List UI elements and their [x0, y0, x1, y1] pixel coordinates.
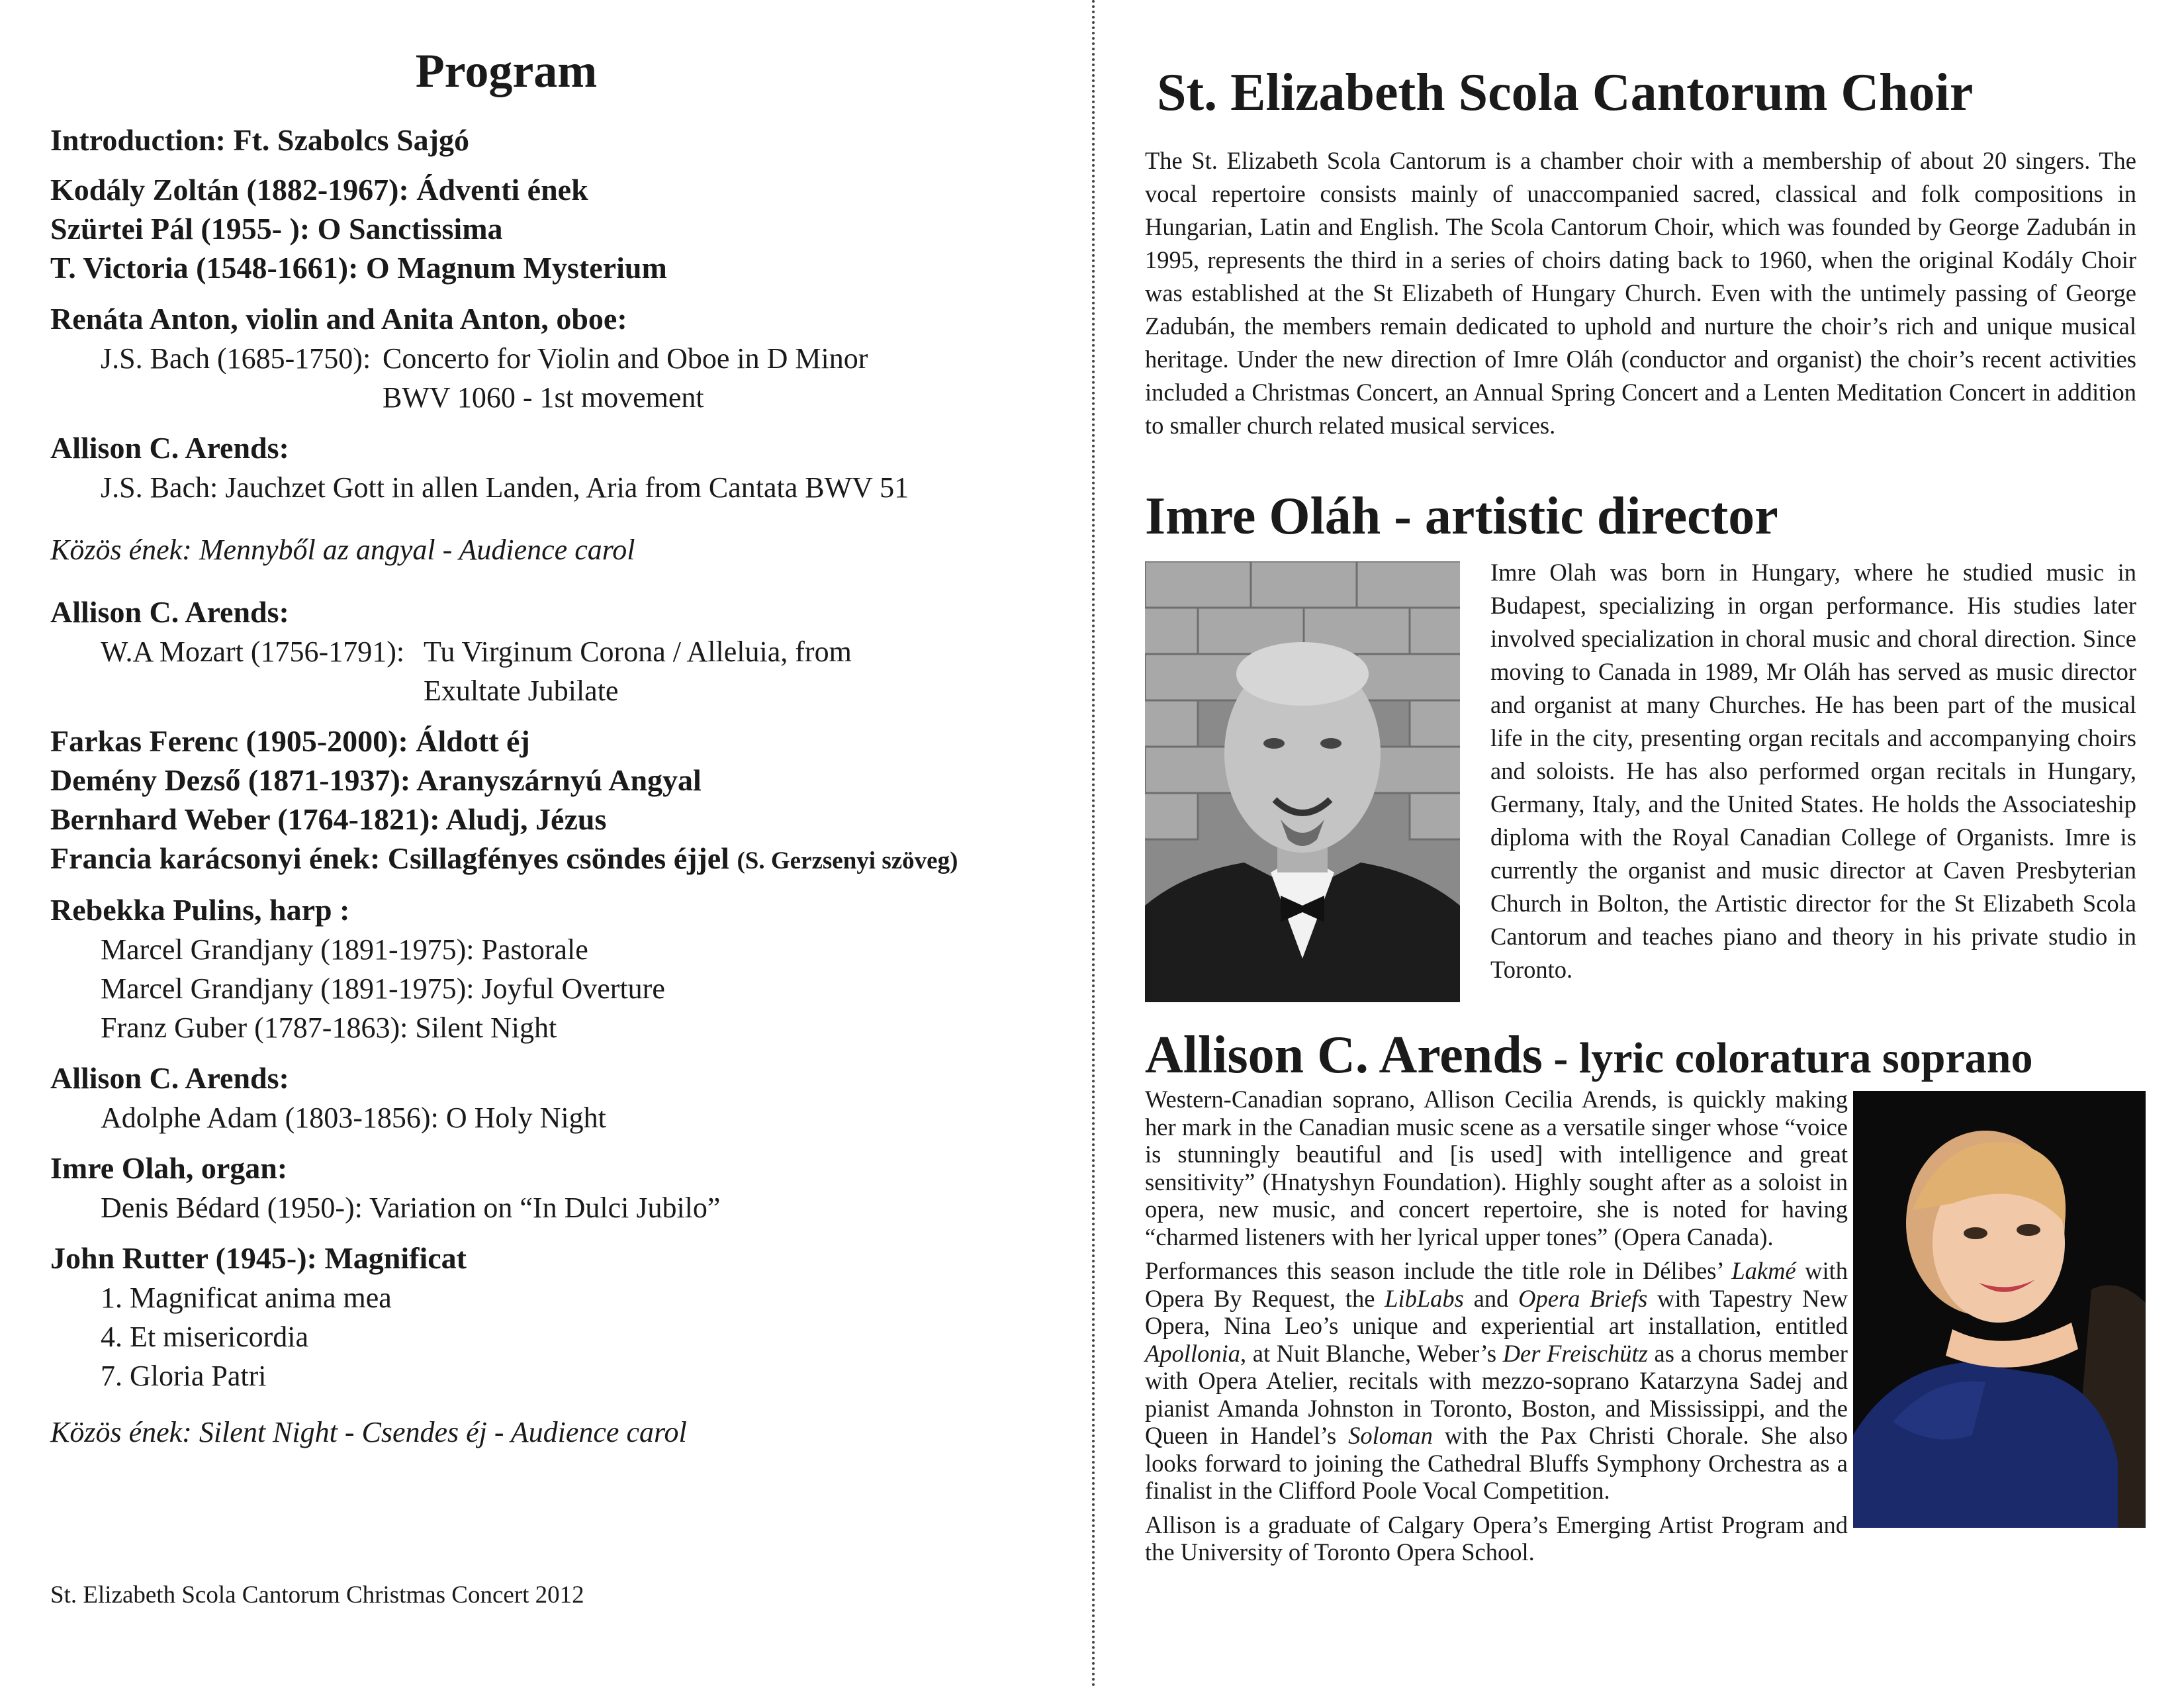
- performer-heading: Allison C. Arends:: [50, 595, 289, 629]
- director-biography: Imre Olah was born in Hungary, where he studied music in Budapest, specializing in organ performance. His studies later involved specialization in choral music and choral direction. Since moving to Canada in 1989, Mr Oláh has served as music director and organist at many Churches. He has been part of the musical life in the city, presenting organ recitals and accompanying choirs and soloists. He has also performed organ recitals in Hungary, Germany, Italy, and the United States. He holds the Associateship diploma with the Royal Canadian College of Organists. Imre is currently the organist and music director at Caven Presbyterian Church in Bolton, the Artistic director for the St Elizabeth Scola Cantorum and teaches piano and theory in his private studio in Toronto.: [1490, 559, 2136, 983]
- program-work: BWV 1060 - 1st movement: [383, 381, 704, 414]
- bio-text: , at Nuit Blanche, Weber’s: [1240, 1339, 1503, 1367]
- bio-title: Der Freischütz: [1502, 1339, 1648, 1367]
- program-work: Adolphe Adam (1803-1856): O Holy Night: [101, 1102, 606, 1134]
- performer-heading: Rebekka Pulins, harp :: [50, 893, 350, 927]
- soprano-bio-paragraph: Allison is a graduate of Calgary Opera’s Emerging Artist Program and the University of Toronto Opera School.: [1145, 1511, 1848, 1566]
- program-item: Farkas Ferenc (1905-2000): Áldott éj: [50, 724, 530, 758]
- program-work: Denis Bédard (1950-): Variation on “In Dulci Jubilo”: [101, 1192, 721, 1224]
- audience-carol: Közös ének: Mennyből az angyal - Audience carol: [50, 534, 635, 566]
- choir-title: St. Elizabeth Scola Cantorum Choir: [1157, 64, 1974, 122]
- bio-text: and: [1463, 1284, 1519, 1312]
- program-work: Exultate Jubilate: [424, 675, 619, 707]
- bio-text: with Tapestry New Opera, Nina Leo’s unique and experiential art installation, entitled: [1145, 1284, 1848, 1339]
- director-title: Imre Oláh - artistic director: [1145, 487, 1778, 545]
- performer-heading: Allison C. Arends:: [50, 431, 289, 465]
- soprano-title: [1145, 1023, 2032, 1090]
- soprano-role: - lyric coloratura soprano: [1542, 1034, 2033, 1082]
- program-work: 7. Gloria Patri: [101, 1360, 267, 1392]
- performer-heading: Allison C. Arends:: [50, 1061, 289, 1095]
- program-work: Concerto for Violin and Oboe in D Minor: [383, 342, 868, 375]
- program-composer: W.A Mozart (1756-1791):: [101, 635, 405, 668]
- page-divider: [1092, 0, 1095, 1688]
- program-introduction: Introduction: Ft. Szabolcs Sajgó: [50, 123, 469, 157]
- program-title: Program: [415, 44, 598, 97]
- soprano-bio-paragraph: [1145, 1257, 1848, 1505]
- bio-title: Opera Briefs: [1518, 1284, 1648, 1312]
- program-item-note: (S. Gerzsenyi szöveg): [737, 847, 958, 874]
- program-item: Szürtei Pál (1955- ): O Sanctissima: [50, 212, 503, 246]
- audience-carol: Közös ének: Silent Night - Csendes éj - Audience carol: [50, 1416, 687, 1448]
- bio-text: as a chorus member with Opera Atelier, recitals with mezzo-soprano Katarzyna Sadej and pianist Amanda Johnston in Toronto, Boston, and Mississippi, and the Queen in Handel’s: [1145, 1339, 1848, 1449]
- program-item-title: Francia karácsonyi ének: Csillagfényes csöndes éjjel: [50, 841, 729, 875]
- program-item: Bernhard Weber (1764-1821): Aludj, Jézus: [50, 802, 607, 836]
- bio-title: Soloman: [1348, 1422, 1433, 1449]
- program-work: 4. Et misericordia: [101, 1321, 309, 1353]
- program-work: 1. Magnificat anima mea: [101, 1282, 392, 1314]
- program-work: Marcel Grandjany (1891-1975): Pastorale: [101, 933, 588, 966]
- program-item: [50, 839, 958, 880]
- bio-title: Lakmé: [1731, 1257, 1796, 1284]
- performer-heading: Imre Olah, organ:: [50, 1151, 288, 1185]
- program-item: Kodály Zoltán (1882-1967): Ádventi ének: [50, 173, 588, 207]
- program-item: Demény Dezső (1871-1937): Aranyszárnyú Angyal: [50, 763, 702, 797]
- program-work: J.S. Bach: Jauchzet Gott in allen Landen, Aria from Cantata BWV 51: [101, 471, 909, 504]
- bio-text: with the Pax Christi Chorale. She also looks forward to joining the Cathedral Bluffs Symphony Orchestra as a finalist in the Clifford Poole Vocal Competition.: [1145, 1422, 1848, 1504]
- program-item: John Rutter (1945-): Magnificat: [50, 1241, 467, 1275]
- bio-text: with Opera By Request, the: [1145, 1257, 1848, 1312]
- program-work: Franz Guber (1787-1863): Silent Night: [101, 1011, 557, 1044]
- portrait-image: [1853, 1091, 2146, 1528]
- portrait-image: [1145, 561, 1460, 1002]
- bio-title: Apollonia: [1145, 1339, 1240, 1367]
- program-item: T. Victoria (1548-1661): O Magnum Mysterium: [50, 251, 667, 285]
- performer-heading: Renáta Anton, violin and Anita Anton, oboe:: [50, 302, 627, 336]
- soprano-photo: [1853, 1091, 2146, 1528]
- program-work: Tu Virginum Corona / Alleluia, from: [424, 635, 852, 668]
- program-composer: J.S. Bach (1685-1750):: [101, 342, 371, 375]
- soprano-bio-paragraph: Western-Canadian soprano, Allison Cecilia Arends, is quickly making her mark in the Canadian music scene as a versatile singer whose “voice is stunningly beautiful and [is used] with intelligence and great sensitivity” (Hnatyshyn Foundation). Highly sought after as a soloist in opera, new music, and concert repertoire, she is noted for having “charmed listeners with her lyrical upper tones” (Opera Canada).: [1145, 1086, 1848, 1250]
- director-photo: [1145, 561, 1460, 1002]
- bio-text: Performances this season include the title role in Délibes’: [1145, 1257, 1732, 1284]
- choir-description: The St. Elizabeth Scola Cantorum is a chamber choir with a membership of about 20 singers. The vocal repertoire consists mainly of unaccompanied sacred, classical and folk compositions in Hungarian, Latin and English. The Scola Cantorum Choir, which was founded by George Zadubán in 1995, represents the third in a series of choirs dating back to 1960, when the original Kodály Choir was established at the St Elizabeth of Hungary Church. Even with the untimely passing of George Zadubán, the members remain dedicated to uphold and nurture the choir’s rich and unique musical heritage. Under the new direction of Imre Oláh (conductor and organist) the choir’s recent activities included a Christmas Concert, an Annual Spring Concert and a Lenten Meditation Concert in addition to smaller church related musical services.: [1145, 147, 2136, 439]
- soprano-name: Allison C. Arends: [1145, 1026, 1543, 1084]
- soprano-biography: [1145, 1086, 1848, 1566]
- page-footer: St. Elizabeth Scola Cantorum Christmas Concert 2012: [50, 1581, 584, 1609]
- bio-title: LibLabs: [1385, 1284, 1464, 1312]
- program-work: Marcel Grandjany (1891-1975): Joyful Overture: [101, 972, 665, 1005]
